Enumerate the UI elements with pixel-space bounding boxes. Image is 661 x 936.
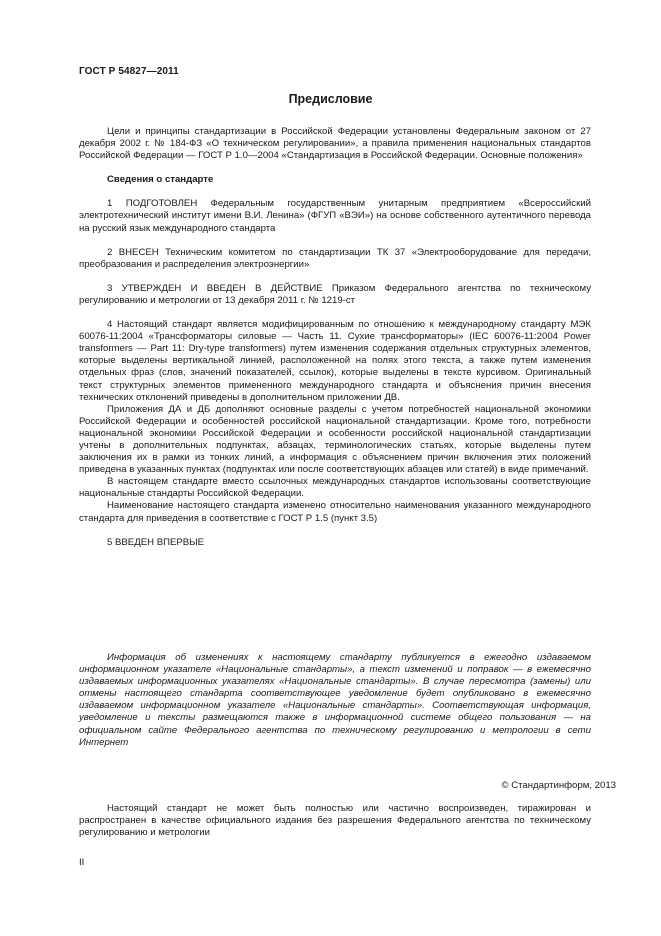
page-title: Предисловие	[288, 92, 373, 106]
standard-code-header: ГОСТ Р 54827—2011	[79, 66, 179, 77]
item-5-paragraph: 5 ВВЕДЕН ВПЕРВЫЕ	[107, 536, 205, 548]
item-2-paragraph: 2 ВНЕСЕН Техническим комитетом по стандартизации ТК 37 «Электрооборудование для передачи, преобразования и распределения электроэнергии»	[79, 246, 591, 270]
item-4-references-paragraph: В настоящем стандарте вместо ссылочных международных стандартов использованы соответствующие национальные стандарты Российской Федерации.	[79, 476, 591, 500]
section-subtitle: Сведения о стандарте	[107, 174, 214, 186]
changes-info-paragraph: Информация об изменениях к настоящему стандарту публикуется в ежегодно издаваемом информационном указателе «Национальные стандарты», а текст изменений и поправок — в ежемесячно издаваемых информационных указателях «Национальные стандарты». В случае пересмотра (замены) или отмены настоящего стандарта соответствующее уведомление будет опубликовано в ежемесячно издаваемом информационном указателе «Национальные стандарты». Соответствующая информация, уведомление и тексты размещаются также в информационной системе общего пользования — на официальном сайте Федерального агентства по техническому регулированию и метрологии в сети Интернет	[79, 652, 591, 748]
copyright-line: © Стандартинформ, 2013	[501, 780, 616, 791]
item-3-paragraph: 3 УТВЕРЖДЕН И ВВЕДЕН В ДЕЙСТВИЕ Приказом Федерального агентства по техническому регулированию и метрологии от 13 декабря 2011 г. № 1219-ст	[79, 282, 591, 306]
item-4-annexes-paragraph: Приложения ДА и ДБ дополняют основные разделы с учетом потребностей национальной экономики Российской Федерации и особенностей российской национальной стандартизации. Кроме того, потребности национальной экономики Российской Федерации и особенности российской национальной стандартизации учтены в дополнительных подпунктах, абзацах, терминологических статьях, которые выделены путем заключения их в рамки из тонких линий, а информация с объяснением причин включения этих положений приведена в указанных пунктах (подпунктах или после соответствующих абзацев или статей) в виде примечаний.	[79, 403, 591, 476]
intro-paragraph: Цели и принципы стандартизации в Российской Федерации установлены Федеральным законом от 27 декабря 2002 г. № 184-ФЗ «О техническом регулировании», а правила применения национальных стандартов Российской Федерации — ГОСТ Р 1.0—2004 «Стандартизация в Российской Федерации. Основные положения»	[79, 126, 591, 162]
item-4-paragraph: 4 Настоящий стандарт является модифицированным по отношению к международному стандарту МЭК 60076-11:2004 «Трансформаторы силовые — Часть 11. Сухие трансформаторы» (IEC 60076-11:2004 Power transformers — Part 11: Dry-type transformers) путем изменения содержания отдельных структурных элементов, которые выделены вертикальной линией, расположенной на полях этого текста, а также путем изменения отдельных фраз (слов, значений показателей, ссылок), которые выделены в тексте курсивом. Оригинальный текст структурных элементов примененного международного стандарта и объяснения причин внесения технических отклонений приведены в дополнительном приложении ДВ.	[79, 319, 591, 403]
item-1-paragraph: 1 ПОДГОТОВЛЕН Федеральным государственным унитарным предприятием «Всероссийский электротехнический институт имени В.И. Ленина» (ФГУП «ВЭИ») на основе собственного аутентичного перевода на русский язык международного стандарта	[79, 198, 591, 234]
body-text	[79, 126, 591, 549]
item-4-title-paragraph: Наименование настоящего стандарта изменено относительно наименования указанного международного стандарта для приведения в соответствие с ГОСТ Р 1.5 (пункт 3.5)	[79, 500, 591, 524]
reproduction-notice: Настоящий стандарт не может быть полностью или частично воспроизведен, тиражирован и распространен в качестве официального издания без разрешения Федерального агентства по техническому регулированию и метрологии	[79, 803, 591, 839]
page-number: II	[79, 857, 85, 868]
